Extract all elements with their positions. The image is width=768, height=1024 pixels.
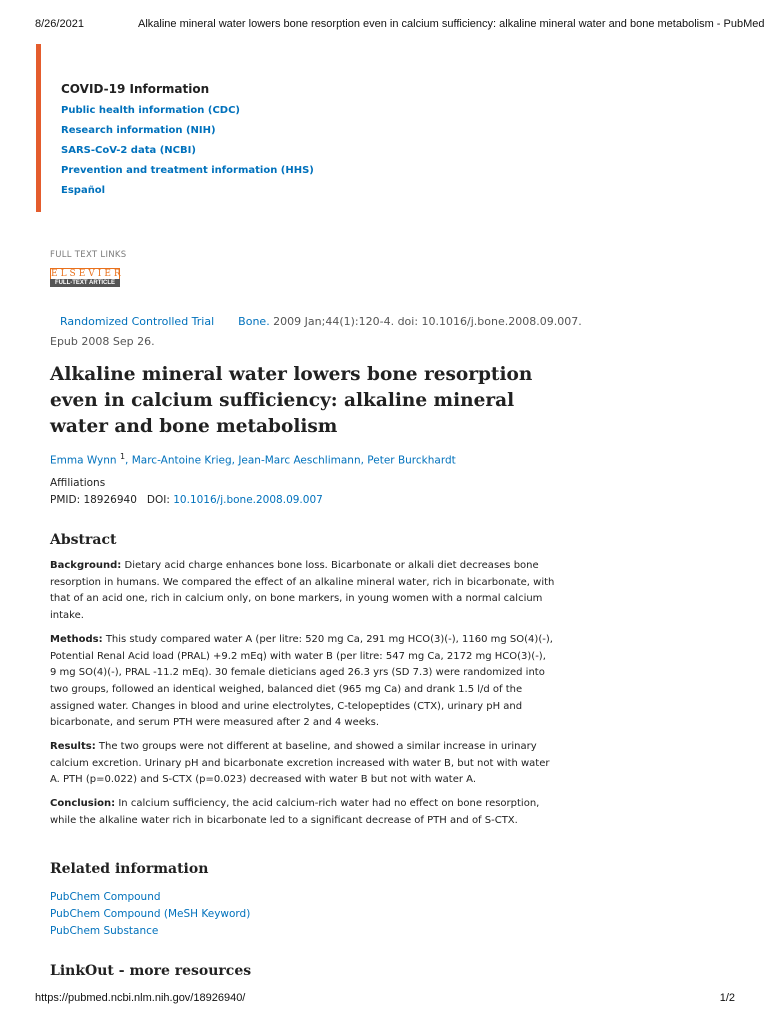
abstract-text: This study compared water A (per litre: 520 mg Ca, 291 mg HCO(3)(-), 1160 mg SO(4)(-), Potential Renal Acid load (PRAL) +9.2 mEq) with water B (per litre: 547 mg Ca, 2172 mg HCO(3)(-), 9 mg SO(4)(-), PRAL -11.2 mEq). 30 female dieticians aged 26.3 yrs (SD 7.3) were randomized into two groups, followed an identical weighed, balanced diet (965 mg Ca) and drank 1.5 l/d of the assigned water. Changes in blood and urine electrolytes, C-telopeptides (CTX), urinary pH and bicarbonate, and serum PTH were measured after 2 and 4 weeks. <box>50 633 553 729</box>
covid-link-cdc[interactable]: Public health information (CDC) <box>61 105 240 116</box>
covid-link-espanol[interactable]: Español <box>61 185 106 196</box>
print-date: 8/26/2021 <box>35 18 84 30</box>
author-link[interactable]: Jean-Marc Aeschlimann <box>238 454 361 467</box>
abstract-background <box>50 558 555 625</box>
abstract-body <box>50 558 555 837</box>
abstract-label: Results: <box>50 741 96 753</box>
doi-link[interactable]: 10.1016/j.bone.2008.09.007 <box>173 494 323 506</box>
abstract-label: Background: <box>50 560 122 571</box>
abstract-text: In calcium sufficiency, the acid calcium-rich water had no effect on bone resorption, while the alkaline water rich in bicarbonate led to a significant decrease of PTH and of S-CTX. <box>50 798 540 826</box>
elsevier-logo-text: ELSEVIER <box>51 269 124 279</box>
related-info-heading: Related information <box>50 861 209 877</box>
affiliations-toggle[interactable]: Affiliations <box>50 477 106 489</box>
print-url: https://pubmed.ncbi.nlm.nih.gov/18926940/ <box>35 992 246 1004</box>
author-affiliation-marker[interactable]: 1 <box>119 452 126 461</box>
author-link[interactable]: Marc-Antoine Krieg <box>131 454 232 467</box>
abstract-label: Methods: <box>50 633 103 645</box>
covid-accent-bar <box>36 44 41 212</box>
print-page-title: Alkaline mineral water lowers bone resorption even in calcium sufficiency: alkaline mineral water and bone metabolism - PubMed <box>138 18 765 30</box>
related-link-pubchem-compound[interactable]: PubChem Compound <box>50 891 161 903</box>
print-page-number: 1/2 <box>719 992 735 1004</box>
linkout-heading: LinkOut - more resources <box>50 963 252 979</box>
abstract-text: Dietary acid charge enhances bone loss. Bicarbonate or alkali diet decreases bone resorption in humans. We compared the effect of an alkaline mineral water, rich in bicarbonate, with that of an acid one, rich in calcium only, on bone markers, in young women with a normal calcium intake. <box>50 560 555 622</box>
covid-link-ncbi[interactable]: SARS-CoV-2 data (NCBI) <box>61 145 196 156</box>
doi-label: DOI: <box>146 494 170 506</box>
article-title: Alkaline mineral water lowers bone resorption even in calcium sufficiency: alkaline mineral water and bone metabolism <box>50 364 533 437</box>
article-identifiers <box>50 494 323 506</box>
covid-link-hhs[interactable]: Prevention and treatment information (HHS) <box>61 165 314 176</box>
covid-info-panel <box>61 82 314 201</box>
pmid: PMID: 18926940 <box>50 494 137 506</box>
citation-meta <box>50 312 750 352</box>
epub-date: Epub 2008 Sep 26. <box>50 335 155 348</box>
citation-details: 2009 Jan;44(1):120-4. doi: 10.1016/j.bone.2008.09.007. <box>269 315 582 328</box>
full-text-links-label: FULL TEXT LINKS <box>50 250 127 260</box>
elsevier-full-text-link[interactable] <box>50 268 124 287</box>
covid-heading: COVID-19 Information <box>61 82 210 96</box>
journal-link[interactable]: Bone. <box>238 315 270 328</box>
abstract-heading: Abstract <box>50 532 117 548</box>
abstract-methods <box>50 632 555 732</box>
abstract-label: Conclusion: <box>50 798 116 810</box>
covid-link-nih[interactable]: Research information (NIH) <box>61 125 216 136</box>
related-link-pubchem-mesh[interactable]: PubChem Compound (MeSH Keyword) <box>50 908 251 920</box>
related-info-list <box>50 889 250 940</box>
abstract-conclusion <box>50 796 555 829</box>
author-link[interactable]: Peter Burckhardt <box>367 454 456 467</box>
publication-type-link[interactable]: Randomized Controlled Trial <box>60 315 215 328</box>
author-link[interactable]: Emma Wynn <box>50 454 117 467</box>
abstract-text: The two groups were not different at baseline, and showed a similar increase in urinary calcium excretion. Urinary pH and bicarbonate excretion increased with water B, but not with water A. PTH (p=0.022) and S-CTX (p=0.023) decreased with water B but not with water A. <box>50 741 550 786</box>
abstract-results <box>50 739 555 789</box>
authors-list: Emma Wynn $^1$, Marc-Antoine Krieg, Jean-Marc Aeschlimann, Peter Burckhardt <box>50 452 456 467</box>
related-link-pubchem-substance[interactable]: PubChem Substance <box>50 925 159 937</box>
full-text-article-label: FULL-TEXT ARTICLE <box>50 279 120 287</box>
